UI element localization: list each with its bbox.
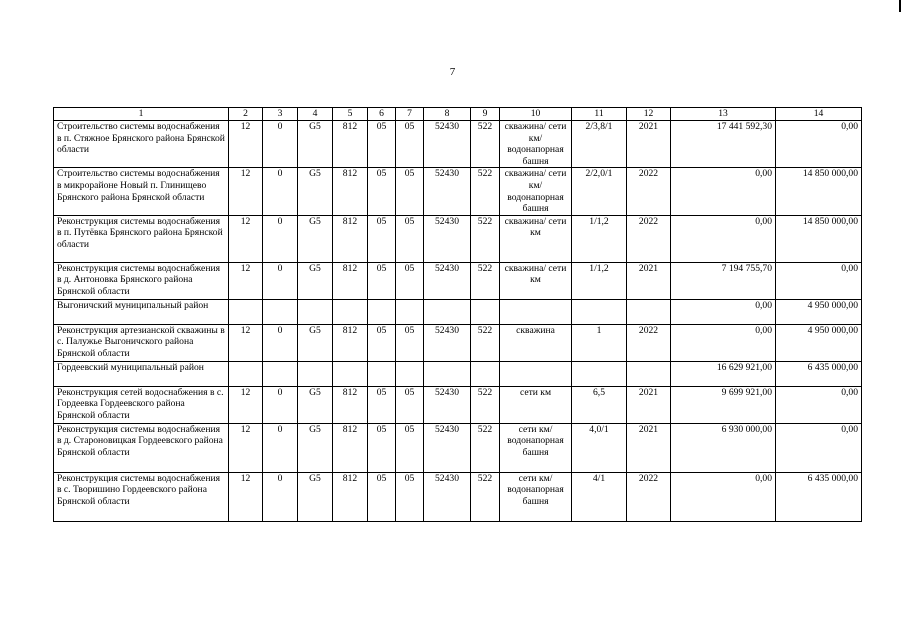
table-cell: [368, 299, 396, 324]
year-cell: 2021: [627, 386, 671, 423]
table-cell: 12: [229, 121, 263, 168]
table-header-row: [54, 108, 862, 121]
amount-cell: 0,00: [776, 386, 862, 423]
capacity-cell: 4/1: [572, 472, 627, 521]
table-cell: 0: [263, 324, 298, 361]
table-cell: [333, 299, 368, 324]
amount-cell: 14 850 000,00: [776, 168, 862, 215]
object-name-cell: Реконструкция сетей водоснабжения в с. Гордеевка Гордеевского района Брянской области: [54, 386, 229, 423]
object-type-cell: скважина/ сети км: [500, 215, 572, 262]
table-cell: [424, 299, 471, 324]
table-row: [54, 168, 862, 215]
table-cell: G5: [298, 215, 333, 262]
year-cell: 2021: [627, 121, 671, 168]
year-cell: 2022: [627, 324, 671, 361]
table-cell: 812: [333, 472, 368, 521]
table-cell: 52430: [424, 472, 471, 521]
amount-cell: 0,00: [671, 299, 776, 324]
table-cell: 522: [471, 215, 500, 262]
table-cell: 52430: [424, 168, 471, 215]
capacity-cell: [572, 299, 627, 324]
table-cell: [396, 299, 424, 324]
table-cell: 05: [396, 168, 424, 215]
data-table: [53, 107, 862, 522]
capacity-cell: 1/1,2: [572, 262, 627, 299]
object-name-cell: Реконструкция системы водоснабжения в с. Творишино Гордеевского района Брянской области: [54, 472, 229, 521]
table-cell: 52430: [424, 423, 471, 472]
amount-cell: 16 629 921,00: [671, 361, 776, 386]
object-type-cell: скважина/ сети км/ водонапорная башня: [500, 168, 572, 215]
column-header: 14: [776, 108, 862, 121]
amount-cell: 17 441 592,30: [671, 121, 776, 168]
table-cell: [263, 361, 298, 386]
table-cell: 05: [396, 215, 424, 262]
capacity-cell: 6,5: [572, 386, 627, 423]
table-cell: 05: [368, 472, 396, 521]
amount-cell: 14 850 000,00: [776, 215, 862, 262]
table-cell: 522: [471, 472, 500, 521]
table-cell: 812: [333, 262, 368, 299]
object-name-cell: Строительство системы водоснабжения в микрорайоне Новый п. Глинищево Брянского района Брянской области: [54, 168, 229, 215]
table-cell: 05: [396, 472, 424, 521]
table-cell: 52430: [424, 121, 471, 168]
table-cell: [368, 361, 396, 386]
table-cell: [333, 361, 368, 386]
amount-cell: 4 950 000,00: [776, 299, 862, 324]
table-cell: 0: [263, 262, 298, 299]
year-cell: 2022: [627, 168, 671, 215]
object-type-cell: скважина: [500, 324, 572, 361]
table-cell: 12: [229, 423, 263, 472]
column-header: 6: [368, 108, 396, 121]
table-cell: 12: [229, 324, 263, 361]
object-type-cell: скважина/ сети км: [500, 262, 572, 299]
table-cell: [396, 361, 424, 386]
object-type-cell: сети км: [500, 386, 572, 423]
table-cell: 05: [396, 386, 424, 423]
capacity-cell: 4,0/1: [572, 423, 627, 472]
column-header: 2: [229, 108, 263, 121]
table-cell: [298, 299, 333, 324]
table-cell: 05: [368, 423, 396, 472]
table-row: [54, 299, 862, 324]
amount-cell: 0,00: [776, 262, 862, 299]
capacity-cell: 1: [572, 324, 627, 361]
table-cell: G5: [298, 386, 333, 423]
table-cell: [229, 361, 263, 386]
table-cell: 12: [229, 262, 263, 299]
table-cell: 52430: [424, 324, 471, 361]
table-cell: 05: [368, 121, 396, 168]
table-cell: 05: [368, 262, 396, 299]
capacity-cell: 1/1,2: [572, 215, 627, 262]
object-type-cell: скважина/ сети км/ водонапорная башня: [500, 121, 572, 168]
table-cell: 12: [229, 386, 263, 423]
table-cell: G5: [298, 262, 333, 299]
table-cell: 812: [333, 386, 368, 423]
table-cell: 05: [396, 324, 424, 361]
table-cell: 05: [368, 215, 396, 262]
amount-cell: 6 930 000,00: [671, 423, 776, 472]
column-header: 3: [263, 108, 298, 121]
amount-cell: 6 435 000,00: [776, 361, 862, 386]
object-name-cell: Реконструкция системы водоснабжения в д. Антоновка Брянского района Брянской области: [54, 262, 229, 299]
table-row: [54, 262, 862, 299]
table-cell: G5: [298, 423, 333, 472]
table-cell: [263, 299, 298, 324]
column-header: 10: [500, 108, 572, 121]
amount-cell: 0,00: [671, 215, 776, 262]
column-header: 1: [54, 108, 229, 121]
table-cell: 05: [368, 168, 396, 215]
capacity-cell: [572, 361, 627, 386]
object-type-cell: [500, 299, 572, 324]
table-row: [54, 324, 862, 361]
table-row: [54, 361, 862, 386]
amount-cell: 0,00: [776, 121, 862, 168]
table-cell: [471, 299, 500, 324]
table-cell: 52430: [424, 215, 471, 262]
table-cell: 0: [263, 168, 298, 215]
table-cell: 812: [333, 168, 368, 215]
amount-cell: 9 699 921,00: [671, 386, 776, 423]
column-header: 8: [424, 108, 471, 121]
year-cell: [627, 361, 671, 386]
table-cell: 0: [263, 215, 298, 262]
column-header: 7: [396, 108, 424, 121]
year-cell: 2021: [627, 262, 671, 299]
table-cell: G5: [298, 121, 333, 168]
table-cell: [229, 299, 263, 324]
amount-cell: 4 950 000,00: [776, 324, 862, 361]
table-cell: 12: [229, 215, 263, 262]
capacity-cell: 2/2,0/1: [572, 168, 627, 215]
column-header: 12: [627, 108, 671, 121]
table-cell: [298, 361, 333, 386]
table-cell: 0: [263, 423, 298, 472]
table-cell: G5: [298, 324, 333, 361]
district-name-cell: Гордеевский муниципальный район: [54, 361, 229, 386]
amount-cell: 6 435 000,00: [776, 472, 862, 521]
object-name-cell: Реконструкция системы водоснабжения в д. Староновицкая Гордеевского района Брянской области: [54, 423, 229, 472]
table-cell: 812: [333, 121, 368, 168]
capacity-cell: 2/3,8/1: [572, 121, 627, 168]
object-type-cell: сети км/ водонапорная башня: [500, 472, 572, 521]
table-cell: 0: [263, 386, 298, 423]
table-row: [54, 423, 862, 472]
table-cell: 522: [471, 386, 500, 423]
table-cell: G5: [298, 168, 333, 215]
table-cell: 522: [471, 423, 500, 472]
object-name-cell: Реконструкция артезианской скважины в с. Палужье Выгоничского района Брянской области: [54, 324, 229, 361]
object-name-cell: Реконструкция системы водоснабжения в п. Путёвка Брянского района Брянской области: [54, 215, 229, 262]
table-cell: 12: [229, 472, 263, 521]
column-header: 4: [298, 108, 333, 121]
table-cell: [424, 361, 471, 386]
table-cell: 05: [396, 423, 424, 472]
year-cell: 2022: [627, 472, 671, 521]
object-type-cell: сети км/ водонапорная башня: [500, 423, 572, 472]
table-cell: 522: [471, 262, 500, 299]
table-row: [54, 386, 862, 423]
column-header: 11: [572, 108, 627, 121]
table-cell: 812: [333, 423, 368, 472]
table-cell: G5: [298, 472, 333, 521]
table-cell: 12: [229, 168, 263, 215]
table-row: [54, 472, 862, 521]
amount-cell: 0,00: [671, 324, 776, 361]
object-type-cell: [500, 361, 572, 386]
table-cell: 05: [368, 386, 396, 423]
district-name-cell: Выгоничский муниципальный район: [54, 299, 229, 324]
table-cell: [471, 361, 500, 386]
column-header: 9: [471, 108, 500, 121]
table-cell: 812: [333, 215, 368, 262]
year-cell: 2021: [627, 423, 671, 472]
table-cell: 0: [263, 472, 298, 521]
table-cell: 522: [471, 121, 500, 168]
page-number: 7: [449, 66, 456, 78]
table-cell: 522: [471, 324, 500, 361]
amount-cell: 0,00: [671, 472, 776, 521]
table-cell: 05: [368, 324, 396, 361]
column-header: 5: [333, 108, 368, 121]
object-name-cell: Строительство системы водоснабжения в п. Стяжное Брянского района Брянской области: [54, 121, 229, 168]
year-cell: [627, 299, 671, 324]
table-cell: 52430: [424, 262, 471, 299]
page-edge-mark: [899, 0, 901, 12]
amount-cell: 0,00: [671, 168, 776, 215]
table-cell: 05: [396, 121, 424, 168]
table-cell: 522: [471, 168, 500, 215]
table-row: [54, 121, 862, 168]
table-cell: 0: [263, 121, 298, 168]
amount-cell: 0,00: [776, 423, 862, 472]
amount-cell: 7 194 755,70: [671, 262, 776, 299]
column-header: 13: [671, 108, 776, 121]
table-row: [54, 215, 862, 262]
year-cell: 2022: [627, 215, 671, 262]
table-cell: 05: [396, 262, 424, 299]
table-cell: 812: [333, 324, 368, 361]
table-cell: 52430: [424, 386, 471, 423]
